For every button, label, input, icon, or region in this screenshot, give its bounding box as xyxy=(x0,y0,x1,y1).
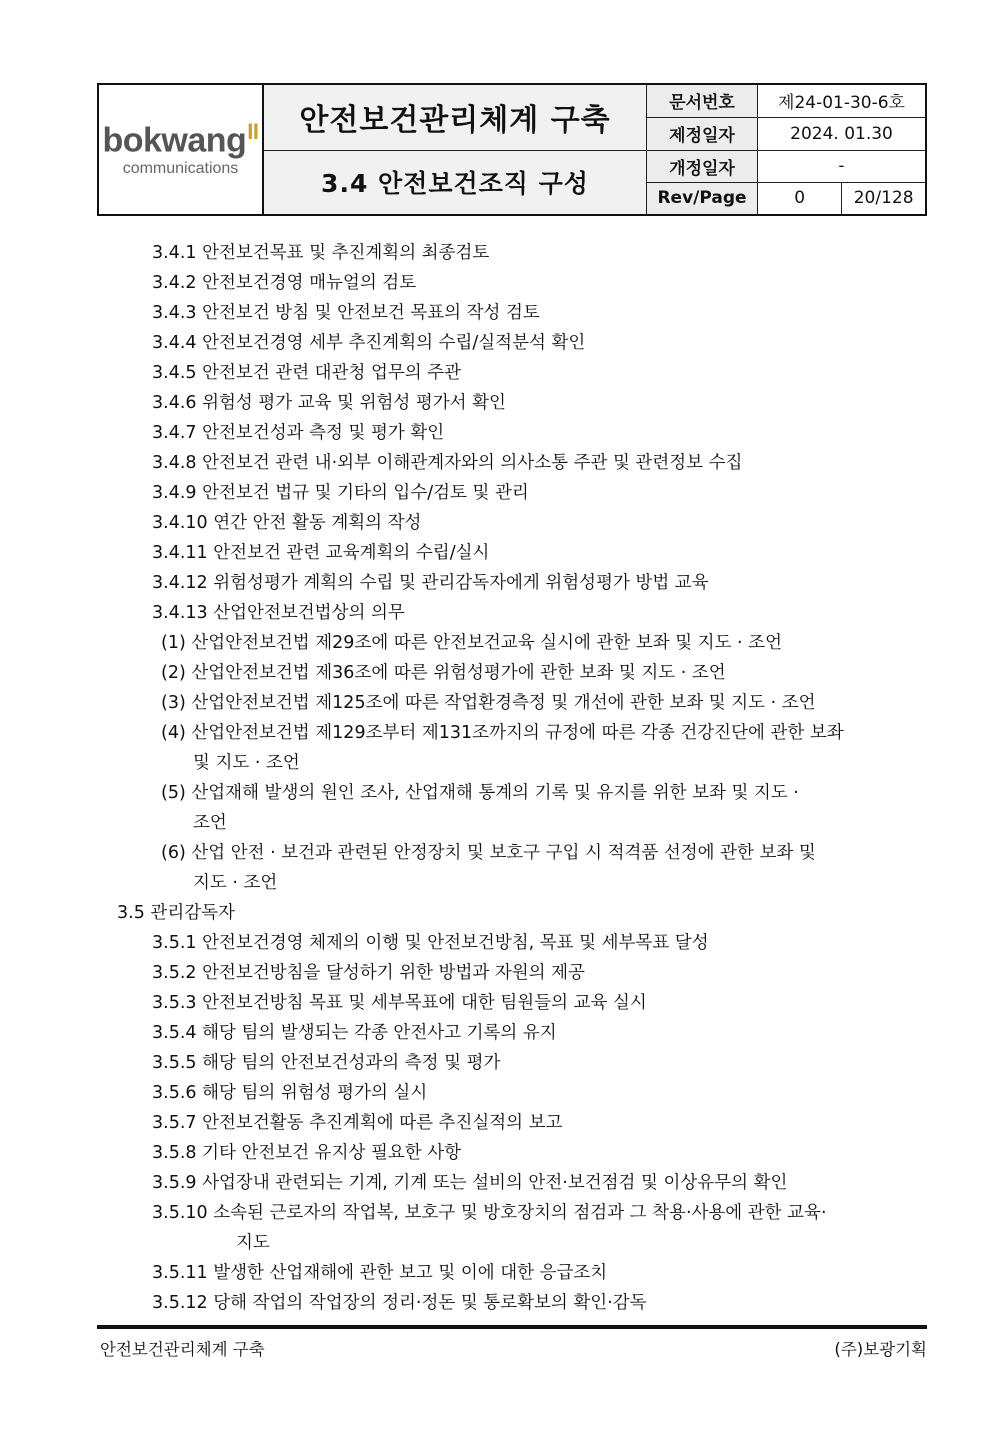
logo-subtitle: communications xyxy=(122,159,239,177)
body-line xyxy=(152,303,540,323)
item-text: 안전보건방침을 달성하기 위한 방법과 자원의 제공 xyxy=(202,963,585,983)
item-number: 3.4.11 xyxy=(152,543,208,563)
item-text: 위험성 평가 교육 및 위험성 평가서 확인 xyxy=(202,393,506,413)
item-number: 3.5.8 xyxy=(152,1143,197,1163)
body-line xyxy=(161,843,816,863)
item-text: 산업안전보건법 제129조부터 제131조까지의 규정에 따른 각종 건강진단에 관한 보좌 xyxy=(191,723,844,743)
item-text: 연간 안전 활동 계획의 작성 xyxy=(213,513,422,533)
logo-wordmark: bokwang xyxy=(102,121,247,160)
item-number: 3.5.7 xyxy=(152,1113,197,1133)
item-number: (1) xyxy=(161,633,186,653)
body-line xyxy=(152,603,405,623)
body-line xyxy=(117,903,235,923)
body-line xyxy=(152,333,585,353)
item-text: 안전보건 관련 내·외부 이해관계자와의 의사소통 주관 및 관련정보 수집 xyxy=(202,453,743,473)
item-number: 3.5.2 xyxy=(152,963,197,983)
body-line xyxy=(152,543,489,563)
body-line xyxy=(152,963,585,983)
body-line xyxy=(236,1233,270,1253)
body-line xyxy=(152,393,506,413)
body-line xyxy=(152,1053,500,1073)
item-number: 3.4.3 xyxy=(152,303,197,323)
item-number: 3.4.1 xyxy=(152,243,197,263)
item-text: 안전보건 법규 및 기타의 입수/검토 및 관리 xyxy=(202,483,529,503)
item-text: 안전보건경영 세부 추진계획의 수립/실적분석 확인 xyxy=(202,333,586,353)
body-line xyxy=(152,1023,557,1043)
item-number: 3.4.2 xyxy=(152,273,197,293)
document-header-table xyxy=(97,83,927,216)
item-number: 3.5.10 xyxy=(152,1203,208,1223)
revised-date-value: - xyxy=(758,150,927,182)
item-text: 지도 · 조언 xyxy=(193,873,278,893)
item-number: (3) xyxy=(161,693,186,713)
item-number: 3.5.12 xyxy=(152,1293,208,1313)
item-text: 안전보건경영 매뉴얼의 검토 xyxy=(202,273,417,293)
item-number: 3.5.6 xyxy=(152,1083,197,1103)
body-line xyxy=(152,1083,427,1103)
item-number: 3.4.4 xyxy=(152,333,197,353)
body-line xyxy=(152,423,444,443)
item-text: 당해 작업의 작업장의 정리·정돈 및 통로확보의 확인·감독 xyxy=(213,1293,647,1313)
footer-rule xyxy=(97,1325,927,1329)
item-text: 안전보건 관련 대관청 업무의 주관 xyxy=(202,363,462,383)
item-text: 발생한 산업재해에 관한 보고 및 이에 대한 응급조치 xyxy=(213,1263,608,1283)
body-line xyxy=(152,243,489,263)
item-number: 3.4.5 xyxy=(152,363,197,383)
doc-number-label: 문서번호 xyxy=(647,84,758,117)
item-text: 지도 xyxy=(236,1233,270,1253)
body-line xyxy=(152,1263,607,1283)
item-text: 사업장내 관련되는 기계, 기계 또는 설비의 안전·보건점검 및 이상유무의 확인 xyxy=(202,1173,788,1193)
item-text: 기타 안전보건 유지상 필요한 사항 xyxy=(202,1143,462,1163)
item-text: 산업안전보건법 제36조에 따른 위험성평가에 관한 보좌 및 지도 · 조언 xyxy=(191,663,726,683)
body-line xyxy=(152,513,421,533)
body-line xyxy=(161,693,816,713)
item-number: 3.4.13 xyxy=(152,603,208,623)
body-line xyxy=(152,363,461,383)
item-text: 및 지도 · 조언 xyxy=(193,753,300,773)
body-line xyxy=(161,663,726,683)
item-text: 산업안전보건법 제125조에 따른 작업환경측정 및 개선에 관한 보좌 및 지도 · 조언 xyxy=(191,693,816,713)
footer-left-text: 안전보건관리체계 구축 xyxy=(100,1340,265,1359)
body-line xyxy=(152,993,647,1013)
item-number: (4) xyxy=(161,723,186,743)
body-line xyxy=(152,933,709,953)
item-text: 관리감독자 xyxy=(150,903,235,923)
body-line xyxy=(193,813,227,833)
body-line xyxy=(161,723,844,743)
document-title: 안전보건관리체계 구축 xyxy=(263,84,647,150)
item-text: 산업안전보건법 제29조에 따른 안전보건교육 실시에 관한 보좌 및 지도 · 조언 xyxy=(191,633,782,653)
item-text: 해당 팀의 위험성 평가의 실시 xyxy=(202,1083,428,1103)
item-text: 조언 xyxy=(193,813,227,833)
body-line xyxy=(152,1173,787,1193)
item-number: 3.4.6 xyxy=(152,393,197,413)
body-line xyxy=(161,783,799,803)
body-line xyxy=(161,633,782,653)
item-number: (6) xyxy=(161,843,186,863)
body-line xyxy=(193,873,277,893)
revision-number: 0 xyxy=(758,182,842,215)
item-text: 안전보건 관련 교육계획의 수립/실시 xyxy=(213,543,490,563)
item-text: 소속된 근로자의 작업복, 보호구 및 방호장치의 점검과 그 착용·사용에 관한 교육· xyxy=(213,1203,827,1223)
item-text: 안전보건활동 추진계획에 따른 추진실적의 보고 xyxy=(202,1113,563,1133)
revised-date-label: 개정일자 xyxy=(647,150,758,182)
item-number: 3.4.7 xyxy=(152,423,197,443)
item-number: 3.4.12 xyxy=(152,573,208,593)
item-number: 3.4.9 xyxy=(152,483,197,503)
body-line xyxy=(152,1203,827,1223)
body-line xyxy=(152,483,529,503)
body-line xyxy=(152,273,416,293)
body-line xyxy=(193,753,300,773)
established-date-value: 2024. 01.30 xyxy=(758,117,927,150)
item-text: 산업 안전 · 보건과 관련된 안정장치 및 보호구 구입 시 적격품 선정에 관한 보좌 및 xyxy=(191,843,816,863)
item-text: 해당 팀의 안전보건성과의 측정 및 평가 xyxy=(202,1053,501,1073)
item-text: 안전보건목표 및 추진계획의 최종검토 xyxy=(202,243,490,263)
rev-page-label: Rev/Page xyxy=(647,182,758,215)
doc-number-value: 제24-01-30-6호 xyxy=(758,84,927,117)
page-number: 20/128 xyxy=(842,182,926,215)
item-text: 해당 팀의 발생되는 각종 안전사고 기록의 유지 xyxy=(202,1023,557,1043)
body-line xyxy=(152,573,709,593)
item-text: 안전보건 방침 및 안전보건 목표의 작성 검토 xyxy=(202,303,540,323)
item-number: 3.4.10 xyxy=(152,513,208,533)
logo-accent-mark: II xyxy=(247,119,259,145)
body-line xyxy=(152,1143,461,1163)
item-number: 3.5.9 xyxy=(152,1173,197,1193)
item-number: (5) xyxy=(161,783,186,803)
body-line xyxy=(152,1113,562,1133)
item-number: 3.5.5 xyxy=(152,1053,197,1073)
item-text: 산업안전보건법상의 의무 xyxy=(213,603,405,623)
item-text: 안전보건경영 체제의 이행 및 안전보건방침, 목표 및 세부목표 달성 xyxy=(202,933,709,953)
item-text: 안전보건방침 목표 및 세부목표에 대한 팀원들의 교육 실시 xyxy=(202,993,647,1013)
item-number: (2) xyxy=(161,663,186,683)
body-line xyxy=(152,1293,647,1313)
item-text: 위험성평가 계획의 수립 및 관리감독자에게 위험성평가 방법 교육 xyxy=(213,573,709,593)
body-line xyxy=(152,453,742,473)
item-number: 3.5.4 xyxy=(152,1023,197,1043)
item-number: 3.4.8 xyxy=(152,453,197,473)
established-date-label: 제정일자 xyxy=(647,117,758,150)
item-number: 3.5.3 xyxy=(152,993,197,1013)
item-text: 산업재해 발생의 원인 조사, 산업재해 통계의 기록 및 유지를 위한 보좌 및 지도 · xyxy=(191,783,799,803)
item-number: 3.5.1 xyxy=(152,933,197,953)
company-logo xyxy=(98,84,263,215)
item-text: 안전보건성과 측정 및 평가 확인 xyxy=(202,423,445,443)
item-number: 3.5.11 xyxy=(152,1263,208,1283)
section-title: 3.4 안전보건조직 구성 xyxy=(263,150,647,215)
footer-company-name: (주)보광기획 xyxy=(834,1340,927,1359)
item-number: 3.5 xyxy=(117,903,145,923)
